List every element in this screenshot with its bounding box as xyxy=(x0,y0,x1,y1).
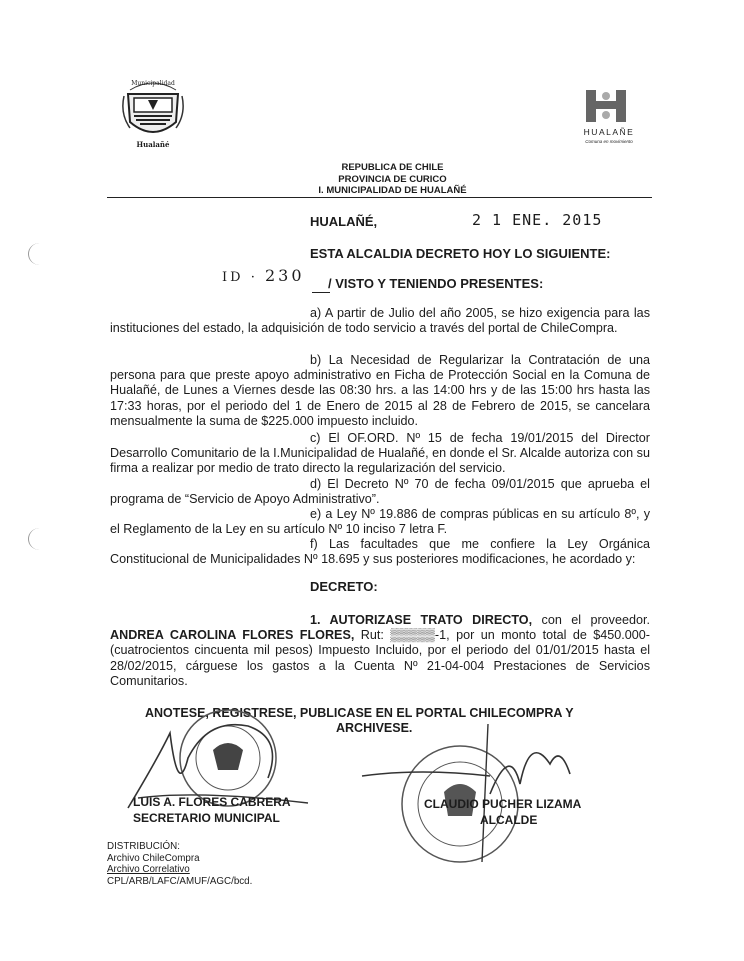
closing-line-2: ARCHIVESE. xyxy=(336,721,413,735)
mayor-signature-stamp xyxy=(360,724,630,864)
logo-subtitle: Comuna en movimiento xyxy=(585,139,633,144)
number-underline xyxy=(312,292,330,293)
logo-name: HUALAÑE xyxy=(583,127,635,137)
decree-intro: ESTA ALCALDIA DECRETO HOY LO SIGUIENTE: xyxy=(310,246,611,261)
decreto-title: DECRETO: xyxy=(310,579,378,594)
secretary-title: SECRETARIO MUNICIPAL xyxy=(133,811,280,825)
header-province: PROVINCIA DE CURICO xyxy=(338,173,447,185)
distribution-line: Archivo ChileCompra xyxy=(107,852,200,864)
distribution-line: CPL/ARB/LAFC/AMUF/AGC/bcd. xyxy=(107,875,253,887)
paragraph-d: d) El Decreto Nº 70 de fecha 09/01/2015 que aprueba el programa de “Servicio de Apoyo Administrativo”. xyxy=(110,477,650,507)
header-rule xyxy=(107,197,652,198)
paragraph-c: c) El OF.ORD. Nº 15 de fecha 19/01/2015 del Director Desarrollo Comunitario de la I.Municipalidad de Hualañé, en donde el Sr. Alcalde autoriza con su firma a realizar por medio de trato directo la regularización del servicio. xyxy=(110,431,650,476)
paragraph-b: b) La Necesidad de Regularizar la Contratación de una persona para que preste apoyo administrativo en Ficha de Protección Social en la Comuna de Hualañé, de Lunes a Viernes desde las 08:30 hrs. a las 14:00 hrs y de las 15:00 hrs hasta las 17:33 horas, por el periodo del 1 de Enero de 2015 al 28 de Febrero de 2015, se cancelara mensualmente la suma de $225.000 impuesto incluido. xyxy=(110,353,650,428)
visto-heading: / VISTO Y TENIENDO PRESENTES: xyxy=(328,276,544,291)
punch-hole xyxy=(28,243,51,265)
mayor-name: CLAUDIO PUCHER LIZAMA xyxy=(424,797,582,811)
hualane-logo xyxy=(578,88,640,148)
item-1: 1. AUTORIZASE TRATO DIRECTO, con el proveedor. ANDREA CAROLINA FLORES FLORES, Rut: ▒▒▒▒▒-1, por un monto total de $450.000- (cuatrocientos cincuenta mil pesos) Impuesto Incluido, por el periodo del 01/01/2015 hasta el 28/02/2015, cárguese los gastos a la Cuenta Nº 21-04-004 Prestaciones de Servicios Comunitarios. xyxy=(110,613,650,688)
place-label: HUALAÑÉ, xyxy=(310,214,378,229)
date-stamp: 2 1 ENE. 2015 xyxy=(472,211,603,229)
decree-number: ID · 230 xyxy=(222,266,305,285)
closing-line-1: ANOTESE, REGISTRESE, PUBLICASE EN EL PORTAL CHILECOMPRA Y xyxy=(145,706,574,720)
municipal-crest-logo xyxy=(118,74,188,154)
paragraph-a: a) A partir de Julio del año 2005, se hizo exigencia para las instituciones del estado, la adquisición de todo servicio a través del portal de ChileCompra. xyxy=(110,306,650,336)
secretary-name: LUIS A. FLORES CABRERA xyxy=(133,795,291,809)
distribution-block xyxy=(107,841,252,887)
paragraph-f: f) Las facultades que me confiere la Ley Orgánica Constitucional de Municipalidades Nº 18.695 y sus posteriores modificaciones, he acordado y: xyxy=(110,537,650,567)
punch-hole xyxy=(28,528,51,550)
distribution-title: DISTRIBUCIÓN: xyxy=(107,841,180,852)
crest-text-top: Municipalidad xyxy=(131,80,175,87)
mayor-title: ALCALDE xyxy=(480,813,538,827)
paragraph-e: e) a Ley Nº 19.886 de compras públicas en su artículo 8º, y el Reglamento de la Ley en su artículo Nº 10 inciso 7 letra F. xyxy=(110,507,650,537)
header-municipality: I. MUNICIPALIDAD DE HUALAÑÉ xyxy=(318,185,467,196)
crest-text-bottom: Hualañé xyxy=(136,140,170,149)
header-country: REPUBLICA DE CHILE xyxy=(341,162,444,173)
header-block xyxy=(270,162,515,197)
distribution-line: Archivo Correlativo xyxy=(107,864,190,876)
